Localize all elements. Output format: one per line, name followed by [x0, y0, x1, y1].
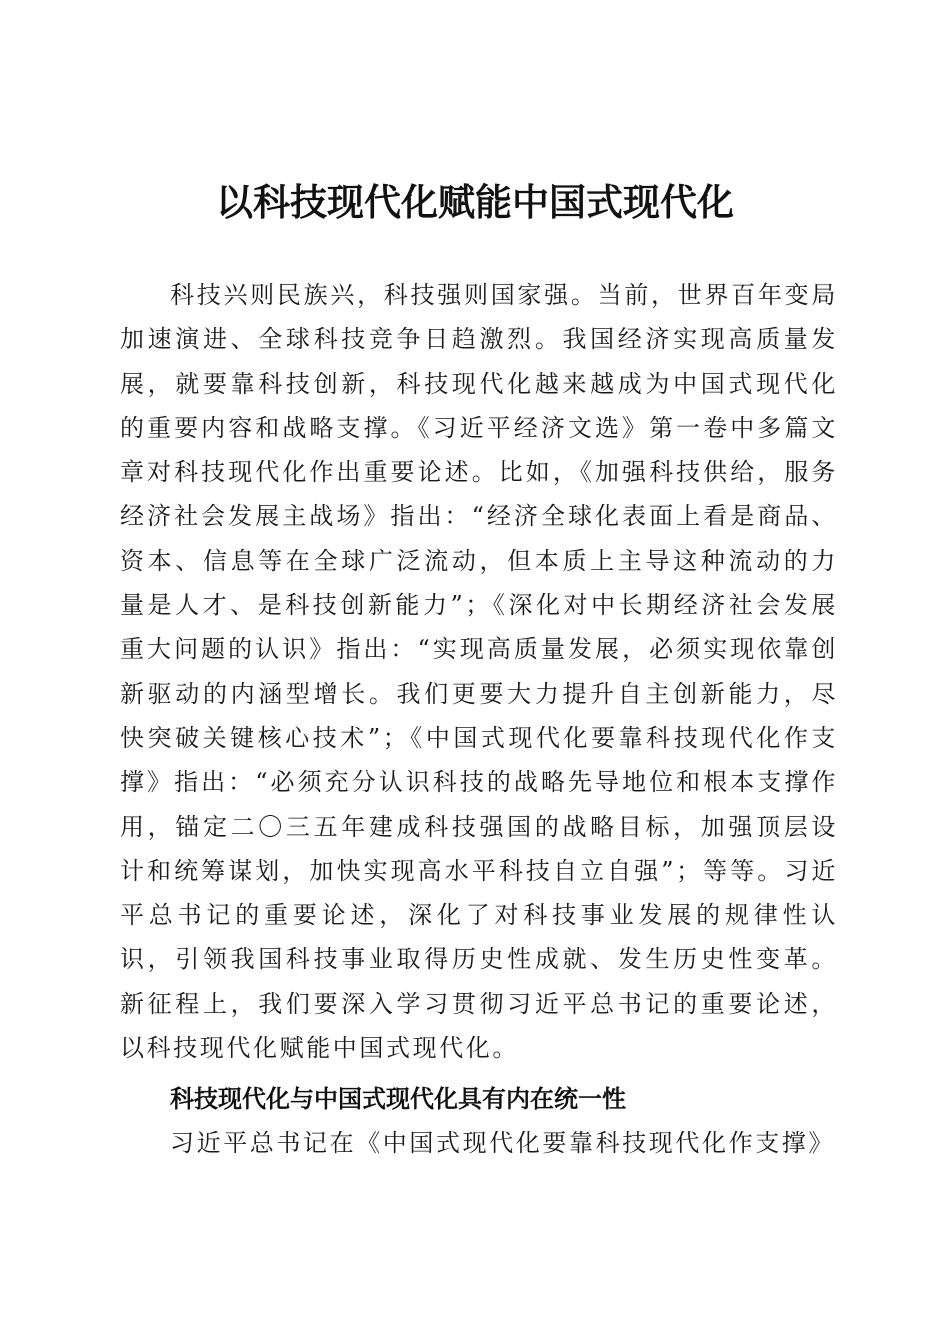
section-heading: 科技现代化与中国式现代化具有内在统一性 [170, 1085, 626, 1113]
section-paragraph: 习近平总书记在《中国式现代化要靠科技现代化作支撑》 [170, 1129, 835, 1157]
document-title: 以科技现代化赋能中国式现代化 [216, 180, 734, 224]
body-paragraph: 科技兴则民族兴，科技强则国家强。当前，世界百年变局加速演进、全球科技竞争日趋激烈。我国经济实现高质量发展，就要靠科技创新，科技现代化越来越成为中国式现代化的重要内容和战略支撑。《习近平经济文选》第一卷中多篇文章对科技现代化作出重要论述。比如，《加强科技供给，服务经济社会发展主战场》指出：“经济全球化表面上看是商品、资本、信息等在全球广泛流动，但本质上主导这种流动的力量是人才、是科技创新能力”；《深化对中长期经济社会发展重大问题的认识》指出：“实现高质量发展，必须实现依靠创新驱动的内涵型增长。我们更要大力提升自主创新能力，尽快突破关键核心技术”；《中国式现代化要靠科技现代化作支撑》指出：“必须充分认识科技的战略先导地位和根本支撑作用，锚定二〇三五年建成科技强国的战略目标，加强顶层设计和统筹谋划，加快实现高水平科技自立自强”；等等。习近平总书记的重要论述，深化了对科技事业发展的规律性认识，引领我国科技事业取得历史性成就、发生历史性变革。新征程上，我们要深入学习贯彻习近平总书记的重要论述，以科技现代化赋能中国式现代化。 [120, 281, 838, 1063]
